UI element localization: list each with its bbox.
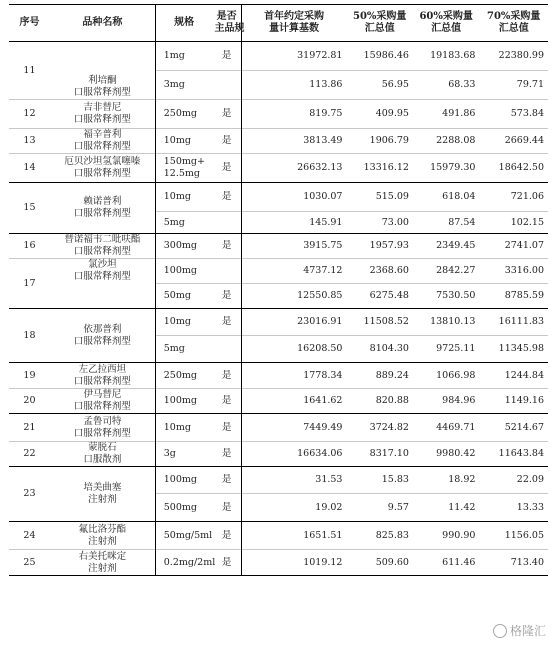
drug-name	[50, 522, 155, 550]
p50-value: 2368.60	[346, 259, 412, 284]
row-number: 13	[9, 129, 50, 154]
p50-value: 15.83	[346, 467, 412, 494]
main-spec-flag: 是	[213, 100, 242, 129]
p60-value: 491.86	[413, 100, 479, 129]
table-row	[9, 389, 548, 414]
drug-name	[50, 234, 155, 259]
drug-name-line1: 左乙拉西坦	[78, 363, 127, 375]
drug-name	[50, 129, 155, 154]
p60-value: 2842.27	[413, 259, 479, 284]
spec-cell: 5mg	[155, 336, 212, 363]
spec-cell: 10mg	[155, 414, 212, 442]
header-spec: 规格	[155, 5, 212, 42]
drug-name-line1: 蒙脱石	[88, 442, 117, 453]
drug-name	[50, 42, 155, 100]
drug-name	[50, 442, 155, 467]
drug-name-line1: 赖诺普利	[83, 196, 122, 207]
p70-value: 2741.07	[479, 234, 548, 259]
p60-value: 7530.50	[413, 284, 479, 309]
p60-value: 18.92	[413, 467, 479, 494]
header-base	[241, 5, 346, 42]
drug-name-line1: 氯沙坦	[88, 259, 117, 270]
row-number: 11	[9, 42, 50, 100]
header-no: 序号	[9, 5, 50, 42]
spec-cell: 250mg	[155, 363, 212, 389]
p60-value: 15979.30	[413, 154, 479, 183]
main-spec-flag: 是	[213, 494, 242, 522]
p70-value: 721.06	[479, 183, 548, 212]
spec-cell: 1mg	[155, 42, 212, 71]
spec-cell: 3g	[155, 442, 212, 467]
base-value: 1651.51	[241, 522, 346, 550]
base-value: 19.02	[241, 494, 346, 522]
base-value: 3915.75	[241, 234, 346, 259]
base-value: 7449.49	[241, 414, 346, 442]
row-number: 16	[9, 234, 50, 259]
table-row	[9, 100, 548, 129]
p60-value: 68.33	[413, 71, 479, 100]
p70-value: 8785.59	[479, 284, 548, 309]
spec-cell	[155, 154, 212, 183]
row-number: 20	[9, 389, 50, 414]
watermark-logo-icon	[493, 624, 507, 638]
spec-cell: 250mg	[155, 100, 212, 129]
p70-value: 3316.00	[479, 259, 548, 284]
base-value: 3813.49	[241, 129, 346, 154]
main-spec-flag	[213, 212, 242, 234]
p50-value: 6275.48	[346, 284, 412, 309]
drug-form: 口服常释剂型	[73, 271, 131, 282]
spec-cell: 10mg	[155, 129, 212, 154]
row-number: 23	[9, 467, 50, 522]
p70-value: 13.33	[479, 494, 548, 522]
spec-cell: 5mg	[155, 212, 212, 234]
p60-value: 618.04	[413, 183, 479, 212]
spec-cell: 3mg	[155, 71, 212, 100]
p60-value: 9980.42	[413, 442, 479, 467]
base-value: 1030.07	[241, 183, 346, 212]
table-row	[9, 129, 548, 154]
row-number: 19	[9, 363, 50, 389]
main-spec-flag: 是	[213, 183, 242, 212]
drug-name-line1: 氟比洛芬酯	[78, 523, 127, 535]
spec-line1: 150mg+	[163, 156, 205, 167]
spec-cell: 0.2mg/2ml	[155, 550, 212, 576]
main-spec-flag: 是	[213, 309, 242, 336]
table-row	[9, 309, 548, 336]
p70-value: 2669.44	[479, 129, 548, 154]
row-number: 21	[9, 414, 50, 442]
main-spec-flag: 是	[213, 414, 242, 442]
drug-name-line1: 孟鲁司特	[83, 415, 122, 427]
main-spec-flag	[213, 336, 242, 363]
p50-value: 515.09	[346, 183, 412, 212]
p60-value: 13810.13	[413, 309, 479, 336]
base-value: 1641.62	[241, 389, 346, 414]
drug-form: 口服常释剂型	[73, 114, 131, 125]
drug-name	[50, 309, 155, 363]
drug-form: 口服常释剂型	[73, 427, 131, 439]
p60-value: 990.90	[413, 522, 479, 550]
base-value: 819.75	[241, 100, 346, 129]
drug-name	[50, 389, 155, 414]
main-spec-flag: 是	[213, 467, 242, 494]
p70-value: 102.15	[479, 212, 548, 234]
table-row	[9, 467, 548, 494]
table-row	[9, 414, 548, 442]
drug-name	[50, 154, 155, 183]
drug-form: 口服常释剂型	[73, 87, 131, 98]
header-p50	[346, 5, 412, 42]
drug-form: 口服常释剂型	[73, 141, 131, 152]
table-row	[9, 183, 548, 212]
table-header-row	[9, 5, 548, 42]
main-spec-flag: 是	[213, 389, 242, 414]
p70-value: 22.09	[479, 467, 548, 494]
row-number: 24	[9, 522, 50, 550]
drug-name-line1: 福辛普利	[83, 129, 122, 140]
main-spec-flag: 是	[213, 42, 242, 71]
p70-value: 22380.99	[479, 42, 548, 71]
drug-form: 口服常释剂型	[73, 401, 131, 412]
p70-value: 1149.16	[479, 389, 548, 414]
drug-form: 口服常释剂型	[73, 246, 131, 257]
p60-value: 984.96	[413, 389, 479, 414]
base-value: 16208.50	[241, 336, 346, 363]
p60-value: 87.54	[413, 212, 479, 234]
row-number: 25	[9, 550, 50, 576]
header-p70-line2: 汇总值	[498, 23, 529, 34]
drug-name	[50, 183, 155, 234]
p50-value: 9.57	[346, 494, 412, 522]
main-spec-flag	[213, 259, 242, 284]
p70-value: 11345.98	[479, 336, 548, 363]
p70-value: 5214.67	[479, 414, 548, 442]
drug-name-line1: 厄贝沙坦氢氯噻嗪	[64, 156, 141, 167]
base-value: 1019.12	[241, 550, 346, 576]
base-value: 26632.13	[241, 154, 346, 183]
drug-name-line1: 吉非替尼	[83, 102, 122, 113]
header-base-line1: 首年约定采购	[264, 11, 325, 22]
spec-cell: 50mg/5ml	[155, 522, 212, 550]
header-main-line2: 主品规	[214, 23, 245, 34]
base-value: 113.86	[241, 71, 346, 100]
drug-form: 注射剂	[88, 535, 117, 547]
header-p50-line1: 50%采购量	[353, 11, 407, 22]
drug-name	[50, 259, 155, 309]
drug-name-line1: 替诺福韦二吡呋酯	[64, 234, 141, 245]
p60-value: 611.46	[413, 550, 479, 576]
base-value: 4737.12	[241, 259, 346, 284]
drug-form: 注射剂	[88, 494, 117, 505]
row-number: 14	[9, 154, 50, 183]
table-row	[9, 42, 548, 71]
p60-value: 4469.71	[413, 414, 479, 442]
p70-value: 18642.50	[479, 154, 548, 183]
p50-value: 820.88	[346, 389, 412, 414]
drug-name-line1: 利培酮	[88, 75, 117, 86]
drug-form: 口服散剂	[83, 454, 122, 465]
row-number: 15	[9, 183, 50, 234]
drug-form: 口服常释剂型	[73, 208, 131, 219]
p50-value: 11508.52	[346, 309, 412, 336]
drug-form: 口服常释剂型	[73, 168, 131, 179]
watermark-text: 格隆汇	[509, 624, 546, 638]
row-number: 18	[9, 309, 50, 363]
watermark	[493, 622, 546, 639]
main-spec-flag	[213, 71, 242, 100]
row-number: 22	[9, 442, 50, 467]
header-main-line1: 是否	[216, 11, 237, 22]
main-spec-flag: 是	[213, 129, 242, 154]
base-value: 1778.34	[241, 363, 346, 389]
table-row	[9, 154, 548, 183]
p60-value: 2349.45	[413, 234, 479, 259]
main-spec-flag: 是	[213, 442, 242, 467]
drug-name-line1: 培美曲塞	[83, 482, 122, 493]
p60-value: 1066.98	[413, 363, 479, 389]
p70-value: 11643.84	[479, 442, 548, 467]
drug-form: 口服常释剂型	[73, 335, 131, 347]
table-row	[9, 522, 548, 550]
spec-line2: 12.5mg	[163, 168, 200, 179]
p50-value: 8104.30	[346, 336, 412, 363]
drug-name	[50, 467, 155, 522]
base-value: 31972.81	[241, 42, 346, 71]
p50-value: 825.83	[346, 522, 412, 550]
p70-value: 79.71	[479, 71, 548, 100]
p70-value: 573.84	[479, 100, 548, 129]
spec-cell: 100mg	[155, 389, 212, 414]
base-value: 145.91	[241, 212, 346, 234]
drug-name-line1: 伊马替尼	[83, 389, 122, 400]
p50-value: 409.95	[346, 100, 412, 129]
header-base-line2: 量计算基数	[269, 23, 320, 34]
table-row	[9, 442, 548, 467]
table-row	[9, 363, 548, 389]
p50-value: 8317.10	[346, 442, 412, 467]
header-main	[213, 5, 245, 42]
p50-value: 3724.82	[346, 414, 412, 442]
table-row	[9, 259, 548, 284]
main-spec-flag: 是	[213, 154, 242, 183]
p60-value: 19183.68	[413, 42, 479, 71]
drug-name	[50, 414, 155, 442]
header-p70-line1: 70%采购量	[487, 11, 541, 22]
spec-cell: 100mg	[155, 259, 212, 284]
p70-value: 1156.05	[479, 522, 548, 550]
procurement-table	[9, 4, 548, 576]
p50-value: 1906.79	[346, 129, 412, 154]
header-p60	[413, 5, 479, 42]
spec-cell: 300mg	[155, 234, 212, 259]
drug-form: 口服常释剂型	[73, 375, 131, 387]
p70-value: 16111.83	[479, 309, 548, 336]
header-name: 品种名称	[50, 5, 155, 42]
row-number: 17	[9, 259, 50, 309]
spec-cell: 10mg	[155, 309, 212, 336]
main-spec-flag: 是	[213, 550, 242, 576]
base-value: 23016.91	[241, 309, 346, 336]
p50-value: 1957.93	[346, 234, 412, 259]
header-p60-line2: 汇总值	[431, 23, 462, 34]
base-value: 12550.85	[241, 284, 346, 309]
main-spec-flag: 是	[213, 284, 242, 309]
p70-value: 1244.84	[479, 363, 548, 389]
header-p60-line1: 60%采购量	[419, 11, 473, 22]
p60-value: 11.42	[413, 494, 479, 522]
p50-value: 15986.46	[346, 42, 412, 71]
spec-cell: 10mg	[155, 183, 212, 212]
main-spec-flag: 是	[213, 522, 242, 550]
drug-name	[50, 550, 155, 576]
header-p50-line2: 汇总值	[364, 23, 395, 34]
base-value: 31.53	[241, 467, 346, 494]
p60-value: 9725.11	[413, 336, 479, 363]
drug-name	[50, 100, 155, 129]
drug-name-line1: 依那普利	[83, 323, 122, 335]
table-row	[9, 234, 548, 259]
row-number: 12	[9, 100, 50, 129]
p50-value: 889.24	[346, 363, 412, 389]
p50-value: 56.95	[346, 71, 412, 100]
p60-value: 2288.08	[413, 129, 479, 154]
p50-value: 13316.12	[346, 154, 412, 183]
base-value: 16634.06	[241, 442, 346, 467]
p50-value: 73.00	[346, 212, 412, 234]
drug-name-line1: 右美托咪定	[78, 550, 127, 562]
drug-form: 注射剂	[88, 562, 117, 574]
spec-cell: 100mg	[155, 467, 212, 494]
spec-cell: 500mg	[155, 494, 212, 522]
header-p70	[479, 5, 548, 42]
main-spec-flag: 是	[213, 234, 242, 259]
table-row	[9, 550, 548, 576]
p50-value: 509.60	[346, 550, 412, 576]
spec-cell: 50mg	[155, 284, 212, 309]
drug-name	[50, 363, 155, 389]
main-spec-flag: 是	[213, 363, 242, 389]
table-body	[9, 42, 548, 576]
p70-value: 713.40	[479, 550, 548, 576]
